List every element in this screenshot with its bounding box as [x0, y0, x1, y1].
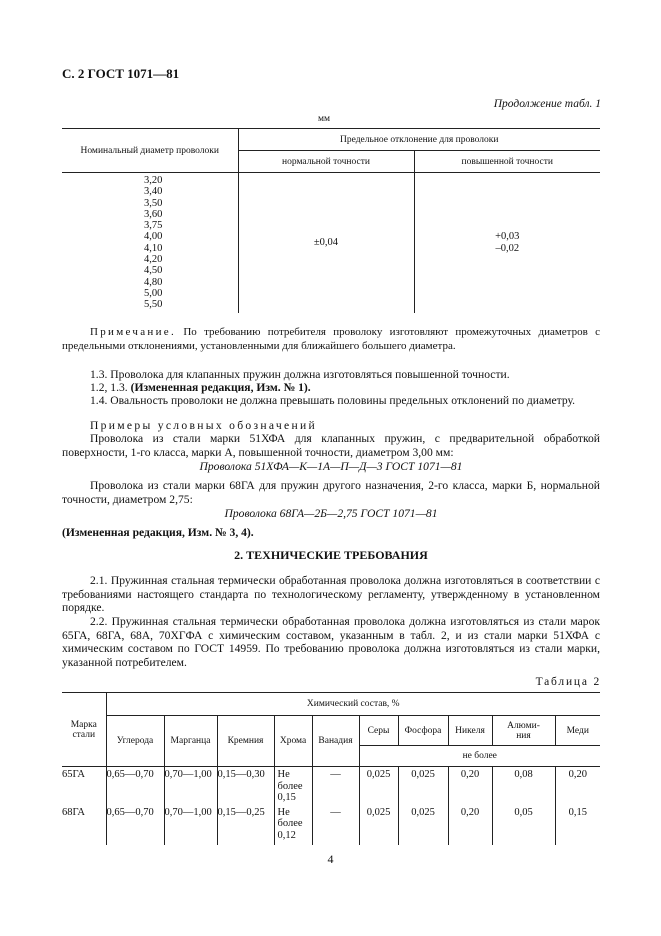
- page-number: 4: [327, 852, 334, 866]
- page-header: С. 2 ГОСТ 1071—81: [62, 66, 180, 81]
- section-heading: 2. ТЕХНИЧЕСКИЕ ТРЕБОВАНИЯ: [234, 548, 428, 562]
- cell-chromium: Не более 0,12: [274, 805, 312, 845]
- example-1-code: Проволока 51ХФА—К—1А—П—Д—3 ГОСТ 1071—81: [199, 460, 463, 473]
- diameter-value: 5,00: [144, 287, 163, 299]
- cell-copper: 0,20: [555, 767, 600, 805]
- normal-tolerance: ±0,04: [238, 173, 414, 313]
- example-1-text: Проволока из стали марки 51ХФА для клапанных пружин, с предварительной обработкой поверхности, 1-го класса, марки А, повышенной точности, диаметром 3,00 мм:: [62, 432, 600, 459]
- col-chromium: Хрома: [274, 716, 312, 767]
- note-text: По требованию потребителя проволоку изготовляют промежуточных диаметров с предельными отклонениями, установленными для ближайшего большего диаметра.: [62, 326, 600, 352]
- cell-nickel: 0,20: [448, 805, 492, 845]
- row-grade: 68ГА: [62, 806, 86, 818]
- cell-carbon: 0,65—0,70: [106, 767, 164, 805]
- high-tolerance: [414, 173, 600, 313]
- cell-silicon: 0,15—0,30: [217, 767, 274, 805]
- high-tolerance-plus: +0,03: [495, 230, 520, 242]
- col-phosphorus: Фосфора: [398, 716, 448, 746]
- diameter-value: 4,20: [144, 254, 163, 266]
- col-chem-header: Химический состав, %: [106, 693, 600, 716]
- row-grade: 65ГА: [62, 769, 86, 780]
- col-diameter-header: Номинальный диаметр проволоки: [62, 129, 238, 173]
- col-manganese: Марганца: [164, 716, 217, 767]
- diameter-value: 4,80: [144, 276, 163, 288]
- cell-aluminium: 0,08: [492, 767, 555, 805]
- clause-1-3: 1.3. Проволока для клапанных пружин должна изготовляться повышенной точности.: [90, 368, 510, 381]
- diameter-tolerance-table: [62, 128, 600, 313]
- clause-1-2-amend: [62, 381, 600, 395]
- cell-nickel: 0,20: [448, 767, 492, 805]
- diameter-value: 4,50: [144, 265, 163, 277]
- col-grade-header: Марка стали: [62, 693, 106, 767]
- high-tolerance-minus: –0,02: [495, 242, 520, 254]
- diameter-value: 3,50: [144, 197, 163, 209]
- col-high-header: повышенной точности: [414, 151, 600, 173]
- diameter-value: 3,20: [144, 175, 163, 186]
- example-2-text: Проволока из стали марки 68ГА для пружин другого назначения, 2-го класса, марки Б, нормальной точности, диаметром 2,75:: [62, 479, 600, 506]
- amendment-note: (Измененная редакция, Изм. № 1).: [130, 381, 311, 394]
- diameter-value: 5,50: [144, 299, 163, 311]
- note-label: Примечание.: [90, 326, 177, 338]
- examples-title: Примеры условных обозначений: [90, 419, 317, 432]
- amendment-3-4: (Измененная редакция, Изм. № 3, 4).: [62, 526, 254, 539]
- cell-manganese: 0,70—1,00: [164, 767, 217, 805]
- cell-silicon: 0,15—0,25: [217, 805, 274, 845]
- cell-chromium: Не более 0,15: [274, 767, 312, 805]
- chemical-composition-table: [62, 692, 600, 845]
- col-aluminium: Алюми-ния: [492, 716, 555, 746]
- clause-num: 1.2, 1.3.: [90, 381, 128, 394]
- example-2-code: Проволока 68ГА—2Б—2,75 ГОСТ 1071—81: [224, 507, 438, 520]
- col-carbon: Углерода: [106, 716, 164, 767]
- cell-copper: 0,15: [555, 805, 600, 845]
- table-continuation-label: Продолжение табл. 1: [493, 98, 601, 110]
- col-silicon: Кремния: [217, 716, 274, 767]
- cell-vanadium: —: [312, 805, 359, 845]
- cell-sulfur: 0,025: [359, 767, 398, 805]
- cell-sulfur: 0,025: [359, 805, 398, 845]
- cell-phosphorus: 0,025: [398, 767, 448, 805]
- diameter-value: 3,40: [144, 186, 163, 198]
- col-nickel: Никеля: [448, 716, 492, 746]
- diameter-list: [62, 173, 238, 313]
- col-vanadium: Ванадия: [312, 716, 359, 767]
- table-unit: мм: [318, 114, 331, 124]
- cell-carbon: 0,65—0,70: [106, 805, 164, 845]
- not-more-header: не более: [359, 746, 600, 767]
- diameter-value: 4,00: [144, 231, 163, 243]
- clause-2-1: 2.1. Пружинная стальная термически обработанная проволока должна изготовляться в соответствии с требованиями настоящего стандарта по технологическому регламенту, утвержденному в установленном порядке.: [62, 574, 600, 615]
- diameter-value: 3,75: [144, 220, 163, 232]
- cell-vanadium: —: [312, 767, 359, 805]
- diameter-value: 3,60: [144, 208, 163, 220]
- col-sulfur: Серы: [359, 716, 398, 746]
- clause-1-4: 1.4. Овальность проволоки не должна превышать половины предельных отклонений по диаметру.: [90, 394, 576, 407]
- col-copper: Меди: [555, 716, 600, 746]
- table-note: [62, 326, 600, 353]
- col-normal-header: нормальной точности: [238, 151, 414, 173]
- clause-2-2: 2.2. Пружинная стальная термически обработанная проволока должна изготовляться из стали марок 65ГА, 68ГА, 68А, 70ХГФА с химическим составом, указанным в табл. 2, и из стали марки 51ХФА с химическим составом по ГОСТ 14959. По требованию проволока должна изготовляться из стали марки, указанной потребителем.: [62, 615, 600, 669]
- table-2-caption: Таблица 2: [535, 676, 601, 688]
- cell-aluminium: 0,05: [492, 805, 555, 845]
- col-deviation-header: Предельное отклонение для проволоки: [238, 129, 600, 151]
- diameter-value: 4,10: [144, 242, 163, 254]
- cell-manganese: 0,70—1,00: [164, 805, 217, 845]
- cell-phosphorus: 0,025: [398, 805, 448, 845]
